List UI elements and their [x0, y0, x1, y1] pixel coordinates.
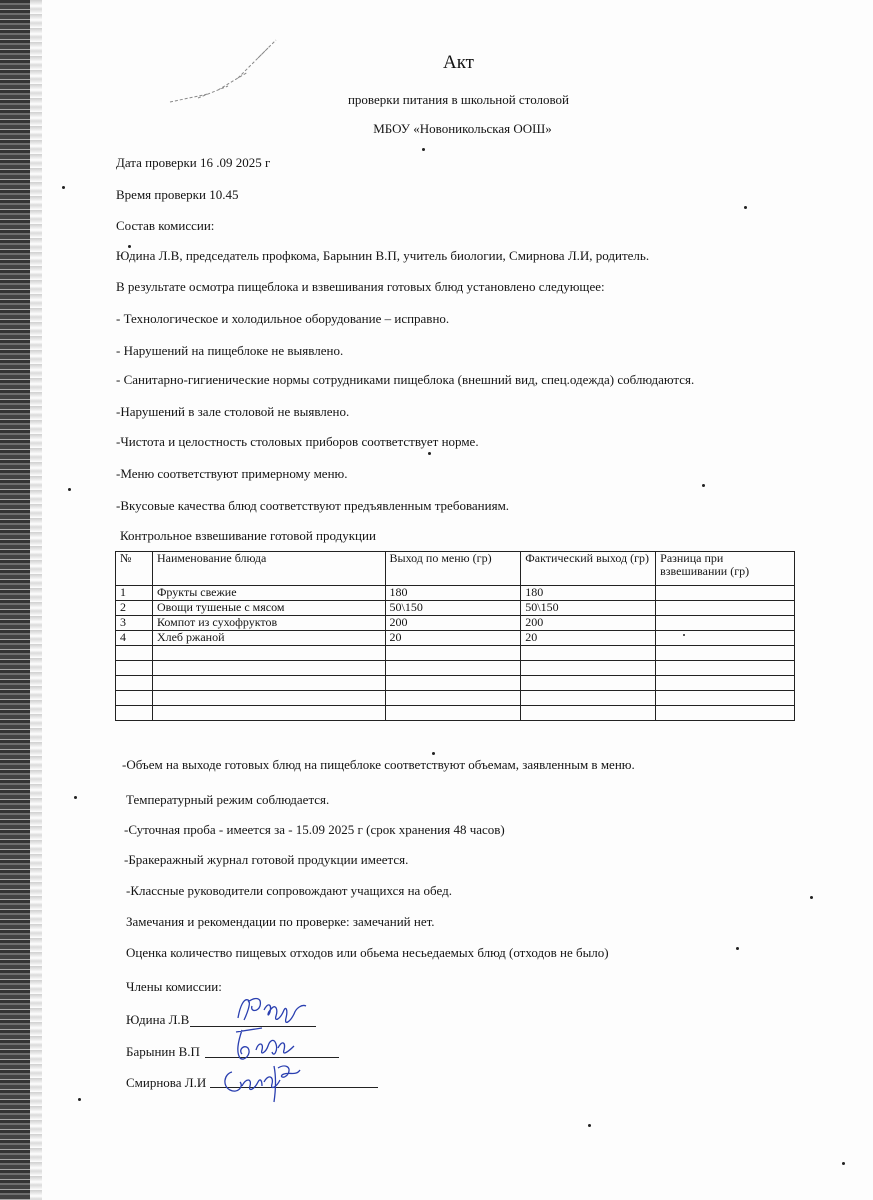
- table-cell: [385, 661, 521, 676]
- table-cell: [152, 676, 385, 691]
- scan-speck: [702, 484, 705, 487]
- scan-speck: [68, 488, 71, 491]
- table-cell: [385, 706, 521, 721]
- table-cell: [385, 691, 521, 706]
- table-row: [116, 646, 795, 661]
- table-cell: 20: [385, 631, 521, 646]
- scan-speck: [842, 1162, 845, 1165]
- table-cell: 20: [521, 631, 656, 646]
- table-row: [116, 706, 795, 721]
- table-cell: 180: [385, 586, 521, 601]
- column-header: Наименование блюда: [152, 552, 385, 586]
- signature-smirnova: [218, 1056, 302, 1106]
- finding-item: -Суточная проба - имеется за - 15.09 2025 г (срок хранения 48 часов): [124, 822, 505, 837]
- table-cell: [385, 676, 521, 691]
- finding-item: Температурный режим соблюдается.: [126, 792, 330, 807]
- table-cell: [656, 646, 795, 661]
- scan-speck: [683, 634, 685, 636]
- scan-speck: [78, 1098, 81, 1101]
- scan-speck: [744, 206, 747, 209]
- table-cell: Фрукты свежие: [152, 586, 385, 601]
- table-row: [116, 661, 795, 676]
- signature-name: Юдина Л.В: [126, 1012, 190, 1027]
- scan-speck: [736, 947, 739, 950]
- table-cell: 4: [116, 631, 153, 646]
- table-cell: [116, 706, 153, 721]
- scan-speck: [432, 752, 435, 755]
- table-cell: [656, 586, 795, 601]
- document-title: Акт: [442, 52, 474, 73]
- scan-edge-artifact: [0, 0, 30, 1200]
- table-cell: [521, 676, 656, 691]
- table-cell: 3: [116, 616, 153, 631]
- table-cell: [656, 691, 795, 706]
- table-cell: Компот из сухофруктов: [152, 616, 385, 631]
- table-cell: 50\150: [521, 601, 656, 616]
- commission-heading: Состав комиссии:: [116, 218, 215, 233]
- table-cell: 50\150: [385, 601, 521, 616]
- scan-edge-shadow: [30, 0, 42, 1200]
- table-cell: [521, 646, 656, 661]
- table-cell: [656, 601, 795, 616]
- school-name: МБОУ «Новоникольская ООШ»: [373, 121, 552, 136]
- document-subtitle: проверки питания в школьной столовой: [347, 92, 570, 107]
- table-cell: [656, 706, 795, 721]
- table-cell: [521, 691, 656, 706]
- table-cell: [116, 676, 153, 691]
- finding-item: - Технологическое и холодильное оборудование – исправно.: [116, 311, 450, 326]
- table-cell: [152, 706, 385, 721]
- table-row: [116, 601, 795, 616]
- finding-item: -Меню соответствуют примерному меню.: [116, 466, 348, 481]
- finding-item: -Нарушений в зале столовой не выявлено.: [116, 404, 350, 419]
- table-cell: [521, 661, 656, 676]
- signatures-heading: Члены комиссии:: [126, 979, 222, 994]
- signature-name: Смирнова Л.И: [126, 1075, 207, 1090]
- weighing-heading: Контрольное взвешивание готовой продукции: [120, 528, 376, 543]
- finding-item: -Вкусовые качества блюд соответствуют предъявленным требованиям.: [116, 498, 510, 513]
- table-row: [116, 631, 795, 646]
- weighing-table: [115, 551, 795, 721]
- finding-item: - Нарушений на пищеблоке не выявлено.: [116, 343, 344, 358]
- table-cell: [385, 646, 521, 661]
- scan-speck: [428, 452, 431, 455]
- table-row: [116, 676, 795, 691]
- table-cell: 200: [521, 616, 656, 631]
- table-cell: [656, 661, 795, 676]
- table-header-row: [116, 552, 795, 586]
- table-cell: [152, 661, 385, 676]
- table-cell: Хлеб ржаной: [152, 631, 385, 646]
- table-cell: [656, 616, 795, 631]
- column-header: Выход по меню (гр): [385, 552, 521, 586]
- table-cell: [656, 676, 795, 691]
- inspection-time: Время проверки 10.45: [116, 187, 239, 202]
- table-cell: 200: [385, 616, 521, 631]
- finding-item: -Бракеражный журнал готовой продукции имеется.: [124, 852, 409, 867]
- table-cell: [116, 661, 153, 676]
- table-cell: 1: [116, 586, 153, 601]
- table-cell: [521, 706, 656, 721]
- signature-name: Барынин В.П: [126, 1044, 200, 1059]
- table-row: [116, 586, 795, 601]
- table-cell: [116, 646, 153, 661]
- finding-item: Оценка количество пищевых отходов или обьема несьедаемых блюд (отходов не было): [126, 945, 609, 960]
- scan-speck: [74, 796, 77, 799]
- scan-speck: [810, 896, 813, 899]
- scan-speck: [422, 148, 425, 151]
- inspection-date: Дата проверки 16 .09 2025 г: [116, 155, 271, 170]
- table-cell: 2: [116, 601, 153, 616]
- table-cell: [152, 691, 385, 706]
- column-header: Разница при взвешивании (гр): [656, 552, 795, 586]
- scan-speck: [62, 186, 65, 189]
- column-header: Фактический выход (гр): [521, 552, 656, 586]
- finding-item: -Объем на выходе готовых блюд на пищеблоке соответствуют объемам, заявленным в меню.: [122, 757, 635, 772]
- finding-item: -Чистота и целостность столовых приборов соответствует норме.: [116, 434, 479, 449]
- scan-speck: [588, 1124, 591, 1127]
- table-row: [116, 616, 795, 631]
- table-cell: [116, 691, 153, 706]
- finding-item: Замечания и рекомендации по проверке: замечаний нет.: [126, 914, 435, 929]
- table-cell: Овощи тушеные с мясом: [152, 601, 385, 616]
- commission-members: Юдина Л.В, председатель профкома, Барынин В.П, учитель биологии, Смирнова Л.И, родитель.: [116, 248, 650, 263]
- table-cell: [152, 646, 385, 661]
- result-intro: В результате осмотра пищеблока и взвешивания готовых блюд установлено следующее:: [116, 279, 605, 294]
- column-header: №: [116, 552, 153, 586]
- scan-speck: [128, 245, 131, 248]
- table-cell: 180: [521, 586, 656, 601]
- finding-item: - Санитарно-гигиенические нормы сотрудниками пищеблока (внешний вид, спец.одежда) соблюдаются.: [116, 372, 695, 387]
- finding-item: -Классные руководители сопровождают учащихся на обед.: [126, 883, 452, 898]
- table-cell: [656, 631, 795, 646]
- table-row: [116, 691, 795, 706]
